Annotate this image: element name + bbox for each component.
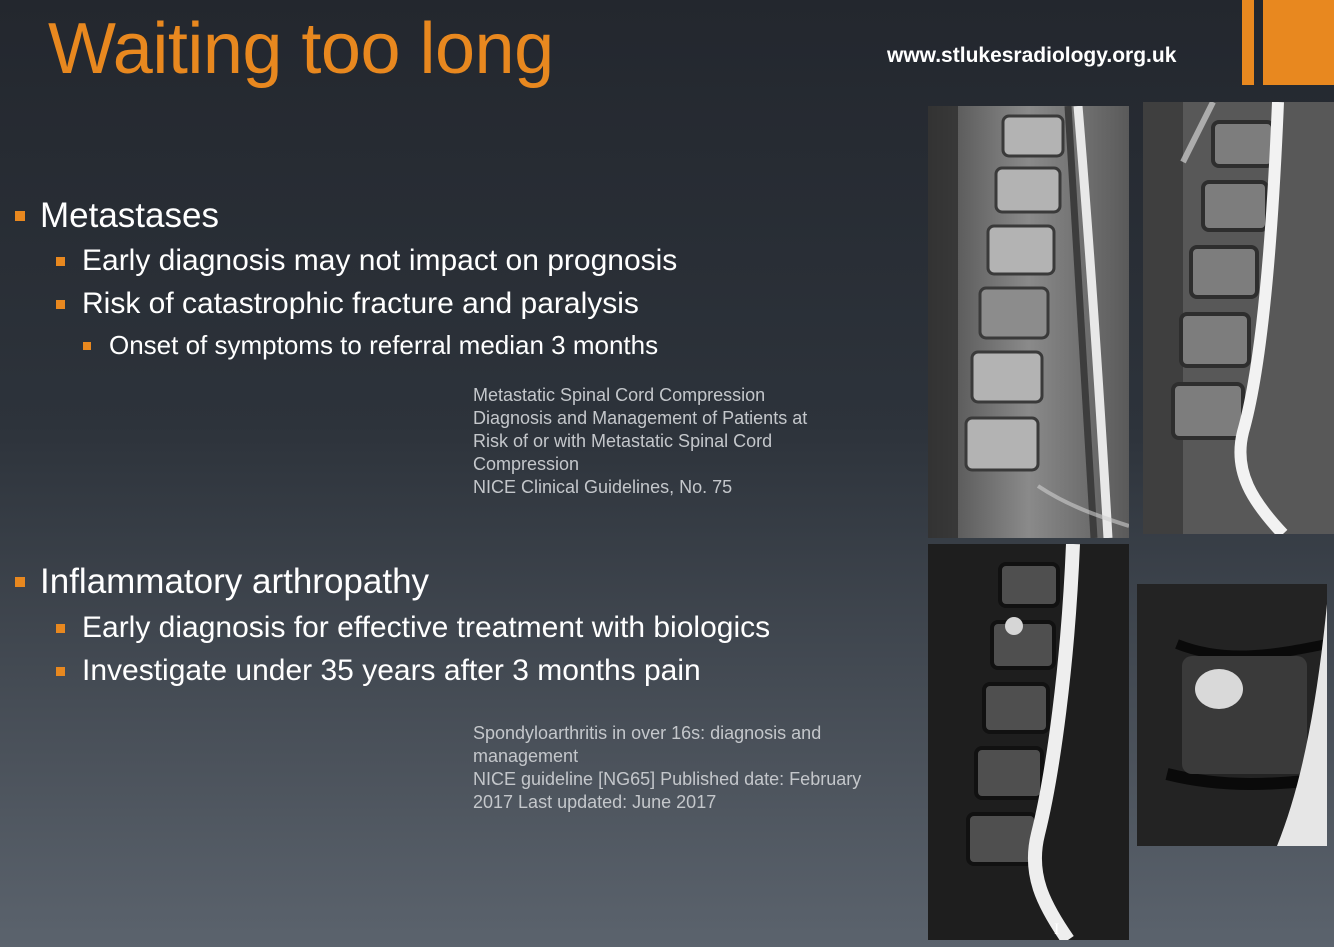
mri-zoomed-vertebra-image — [1137, 584, 1327, 846]
reference-line: Risk of or with Metastatic Spinal Cord — [473, 431, 773, 451]
accent-bar-thick — [1263, 0, 1334, 85]
bullet-text: Risk of catastrophic fracture and paralysis — [82, 287, 639, 320]
bullet-square-icon — [56, 667, 65, 676]
bullet-risk-fracture — [56, 287, 639, 321]
bullet-square-icon — [56, 624, 65, 633]
bullet-square-icon — [15, 577, 25, 587]
slide-title: Waiting too long — [48, 9, 554, 89]
bullet-text: Metastases — [40, 196, 219, 235]
bullet-metastases — [15, 196, 219, 236]
bullet-text: Early diagnosis for effective treatment with biologics — [82, 611, 771, 644]
reference-line: management — [473, 746, 579, 766]
bullet-square-icon — [56, 300, 65, 309]
reference-line: Compression — [473, 454, 580, 474]
bullet-early-diagnosis-biologics — [56, 611, 770, 645]
scan-marker-label: I — [1054, 921, 1060, 938]
bullet-investigate-under-35 — [56, 654, 701, 688]
reference-line: Spondyloarthritis in over 16s: diagnosis and — [473, 723, 822, 743]
bullet-early-diagnosis-prognosis — [56, 244, 677, 278]
reference-line: NICE Clinical Guidelines, No. 75 — [473, 477, 733, 497]
bullet-text: Inflammatory arthropathy — [40, 562, 430, 601]
website-url: www.stlukesradiology.org.uk — [887, 44, 1177, 67]
mri-sagittal-stir-image — [928, 544, 1129, 940]
bullet-square-icon — [83, 342, 91, 350]
reference-line: Metastatic Spinal Cord Compression — [473, 385, 766, 405]
mri-sagittal-t1-image — [928, 106, 1129, 538]
bullet-text: Onset of symptoms to referral median 3 months — [109, 330, 659, 360]
bullet-text: Investigate under 35 years after 3 months pain — [82, 654, 701, 687]
accent-bar-thin — [1242, 0, 1254, 85]
bullet-square-icon — [56, 257, 65, 266]
reference-line: Diagnosis and Management of Patients at — [473, 408, 808, 428]
mri-sagittal-t2-image — [1143, 102, 1334, 534]
reference-line: 2017 Last updated: June 2017 — [473, 792, 717, 812]
bullet-inflammatory-arthropathy — [15, 562, 429, 602]
bullet-square-icon — [15, 211, 25, 221]
reference-mscc — [473, 384, 807, 499]
reference-spondyloarthritis — [473, 722, 861, 814]
reference-line: NICE guideline [NG65] Published date: February — [473, 769, 862, 789]
bullet-onset-symptoms — [83, 330, 658, 361]
bullet-text: Early diagnosis may not impact on prognosis — [82, 244, 678, 277]
